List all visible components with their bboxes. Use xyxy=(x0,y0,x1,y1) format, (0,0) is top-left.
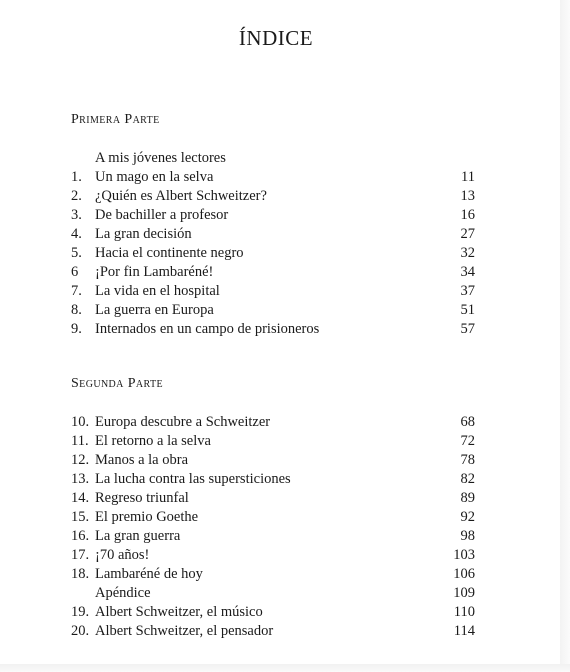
toc-entry-page: 32 xyxy=(460,245,475,261)
toc-entry-page: 114 xyxy=(453,623,475,639)
toc-entry xyxy=(71,489,475,508)
toc-entry-title: Lambaréné de hoy xyxy=(95,566,203,582)
toc-entry xyxy=(71,168,475,187)
toc-entry-number: 20. xyxy=(71,623,90,639)
toc-entry-number: 6 xyxy=(71,264,79,280)
toc-entry-title: Hacia el continente negro xyxy=(95,245,244,261)
toc-entry-number: 17. xyxy=(71,547,90,563)
toc-list-segunda xyxy=(71,413,475,641)
toc-entry xyxy=(71,187,475,206)
page-bottom-shadow xyxy=(0,664,570,672)
part-heading-primera: Primera Parte xyxy=(71,112,160,127)
toc-entry xyxy=(71,225,475,244)
toc-entry xyxy=(71,508,475,527)
toc-entry-title: La gran guerra xyxy=(95,528,181,544)
toc-entry-title: ¿Quién es Albert Schweitzer? xyxy=(95,188,267,204)
toc-entry-title: Europa descubre a Schweitzer xyxy=(95,414,271,430)
toc-entry-title: La lucha contra las supersticiones xyxy=(95,471,291,487)
page-title: ÍNDICE xyxy=(238,26,314,50)
toc-entry xyxy=(71,527,475,546)
toc-entry xyxy=(71,149,475,168)
toc-entry xyxy=(71,282,475,301)
toc-entry-title: Albert Schweitzer, el músico xyxy=(95,604,263,620)
toc-entry xyxy=(71,565,475,584)
toc-entry-number: 2. xyxy=(71,188,82,204)
toc-entry-page: 72 xyxy=(460,433,475,449)
toc-entry-page: 106 xyxy=(453,566,475,582)
toc-entry xyxy=(71,206,475,225)
toc-entry-page: 78 xyxy=(460,452,475,468)
toc-entry-number: 16. xyxy=(71,528,90,544)
toc-entry-title: Albert Schweitzer, el pensador xyxy=(95,623,274,639)
toc-entry xyxy=(71,584,475,603)
toc-entry-number: 11. xyxy=(71,433,89,449)
toc-entry-number: 4. xyxy=(71,226,82,242)
toc-entry-page: 92 xyxy=(460,509,475,525)
toc-entry-number xyxy=(71,584,95,603)
toc-entry-number: 15. xyxy=(71,509,90,525)
toc-list-primera xyxy=(71,149,475,339)
toc-entry xyxy=(71,432,475,451)
toc-entry xyxy=(71,244,475,263)
toc-entry-page: 98 xyxy=(460,528,475,544)
toc-entry-title: La gran decisión xyxy=(95,226,192,242)
toc-entry-page: 37 xyxy=(460,283,475,299)
toc-entry-number: 18. xyxy=(71,566,90,582)
toc-entry-number: 12. xyxy=(71,452,90,468)
toc-entry-number: 8. xyxy=(71,302,82,318)
toc-entry-page: 109 xyxy=(453,585,475,601)
page-right-shadow xyxy=(560,0,570,672)
toc-entry-page: 103 xyxy=(453,547,475,563)
toc-entry-page: 13 xyxy=(460,188,475,204)
toc-entry-number: 5. xyxy=(71,245,82,261)
toc-entry-title: Regreso triunfal xyxy=(95,490,189,506)
toc-entry-page: 110 xyxy=(453,604,475,620)
toc-entry-page: 68 xyxy=(460,414,475,430)
toc-entry xyxy=(71,622,475,641)
toc-entry-title: Manos a la obra xyxy=(95,452,189,468)
toc-entry-title: Un mago en la selva xyxy=(95,169,214,185)
toc-entry-page: 11 xyxy=(461,169,475,185)
toc-entry-page: 27 xyxy=(460,226,475,242)
toc-entry-number xyxy=(71,149,95,168)
toc-entry-page: 89 xyxy=(460,490,475,506)
toc-entry-page: 34 xyxy=(460,264,475,280)
toc-entry-number: 14. xyxy=(71,490,90,506)
toc-entry-page: 57 xyxy=(460,321,475,337)
part-heading-segunda: Segunda Parte xyxy=(71,376,163,391)
toc-entry-number: 13. xyxy=(71,471,90,487)
toc-entry xyxy=(71,320,475,339)
toc-entry-number: 7. xyxy=(71,283,82,299)
toc-entry-page xyxy=(435,149,475,168)
toc-entry-page: 16 xyxy=(460,207,475,223)
toc-entry-title: Apéndice xyxy=(95,585,151,601)
toc-entry-title: ¡Por fin Lambaréné! xyxy=(95,264,214,280)
toc-entry xyxy=(71,470,475,489)
toc-entry-title: La vida en el hospital xyxy=(95,283,220,299)
toc-entry-number: 19. xyxy=(71,604,90,620)
toc-entry xyxy=(71,546,475,565)
toc-entry-number: 3. xyxy=(71,207,82,223)
toc-entry-number: 9. xyxy=(71,321,82,337)
toc-entry xyxy=(71,413,475,432)
toc-entry-page: 82 xyxy=(460,471,475,487)
toc-entry-title: La guerra en Europa xyxy=(95,302,214,318)
toc-entry-title: ¡70 años! xyxy=(95,547,150,563)
toc-entry xyxy=(71,263,475,282)
toc-entry-title: De bachiller a profesor xyxy=(95,207,229,223)
toc-entry-number: 10. xyxy=(71,414,90,430)
toc-entry-title: A mis jóvenes lectores xyxy=(95,150,226,166)
toc-entry xyxy=(71,301,475,320)
toc-entry-page: 51 xyxy=(460,302,475,318)
toc-entry xyxy=(71,451,475,470)
toc-entry-title: Internados en un campo de prisioneros xyxy=(95,321,320,337)
toc-entry-number: 1. xyxy=(71,169,82,185)
toc-entry-title: El premio Goethe xyxy=(95,509,199,525)
toc-entry xyxy=(71,603,475,622)
toc-entry-title: El retorno a la selva xyxy=(95,433,211,449)
